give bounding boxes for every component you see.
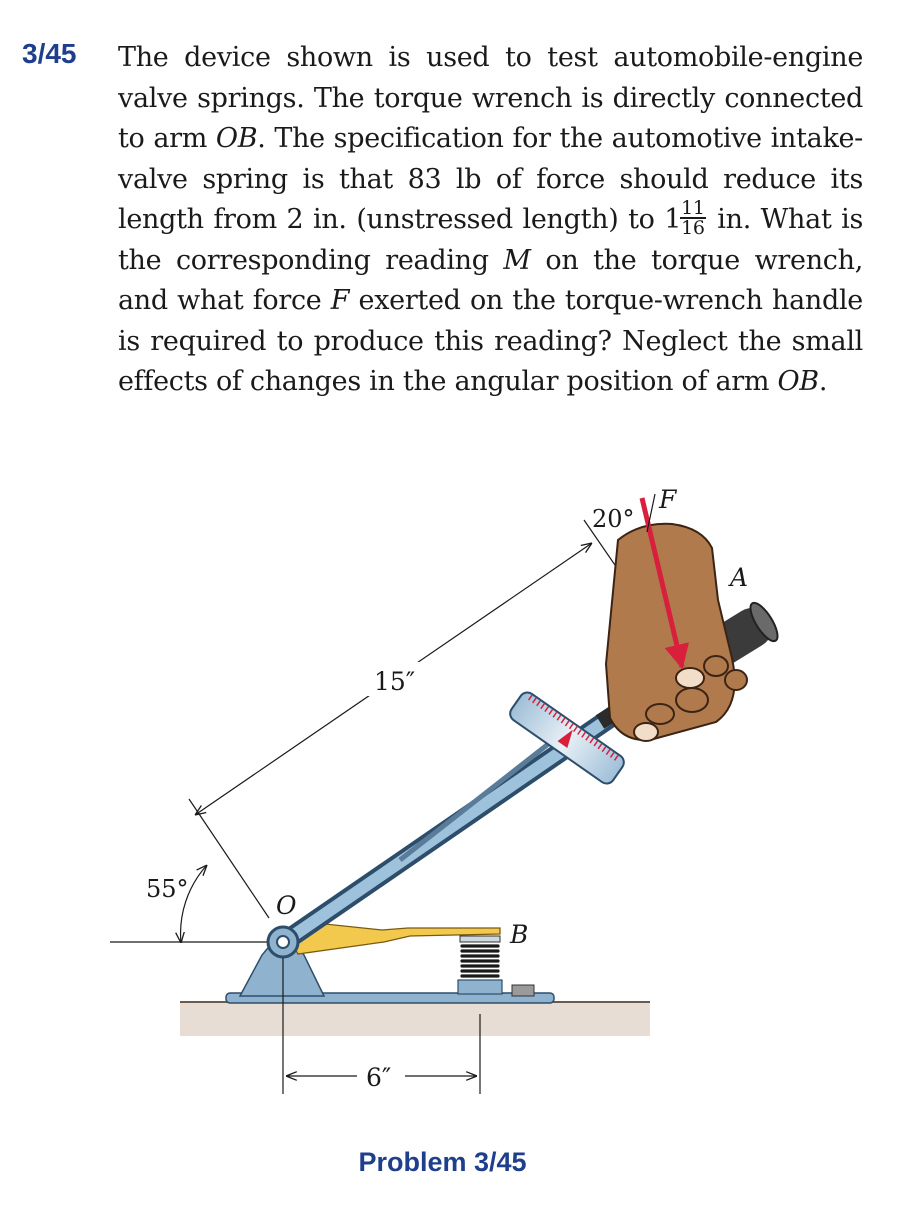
wrench-pointer-rod — [400, 738, 556, 860]
problem-number: 3/45 — [22, 38, 77, 69]
dimension-label-6: 6″ — [366, 1063, 392, 1092]
variable-m: M — [503, 244, 531, 276]
point-o-label: O — [276, 891, 297, 920]
force-label: F — [659, 485, 677, 514]
fraction-denominator: 16 — [681, 216, 705, 239]
statement-part-4: on the torque wrench, and what force — [118, 244, 863, 316]
valve-spring — [458, 936, 502, 994]
extension-line-lower — [189, 799, 269, 918]
statement-part-5: exerted on the torque-wrench handle is required to produce this reading? Neglect the small effects of changes in the angular position of arm — [118, 285, 863, 397]
force-angle-label: 20° — [592, 505, 635, 533]
fraction-numerator: 11 — [681, 196, 705, 219]
ground-surface — [180, 1002, 650, 1036]
figure-caption: Problem 3/45 — [358, 1147, 527, 1177]
length-whole: 1 — [664, 204, 682, 235]
statement-part-1: The device shown is used to test automobile-engine valve springs. The torque wrench is directly connected to arm — [118, 42, 863, 154]
statement-part-3: in. What is the corresponding reading — [118, 204, 863, 276]
variable-ob: OB — [215, 123, 258, 154]
variable-ob-2: OB — [777, 366, 819, 397]
point-a-label: A — [730, 563, 749, 592]
statement-part-6: . — [818, 366, 828, 397]
dimension-label-15: 15″ — [374, 667, 416, 696]
hand — [606, 524, 747, 741]
angle-label: 55° — [146, 875, 189, 903]
statement-part-2: . The specification for the automotive intake-valve spring is that 83 lb of force should reduce its length from 2 in. (unstressed length) to — [118, 123, 864, 235]
point-b-label: B — [510, 920, 529, 949]
variable-f: F — [330, 285, 350, 316]
bolt-right — [512, 985, 534, 996]
pivot-o-pin — [277, 936, 289, 948]
